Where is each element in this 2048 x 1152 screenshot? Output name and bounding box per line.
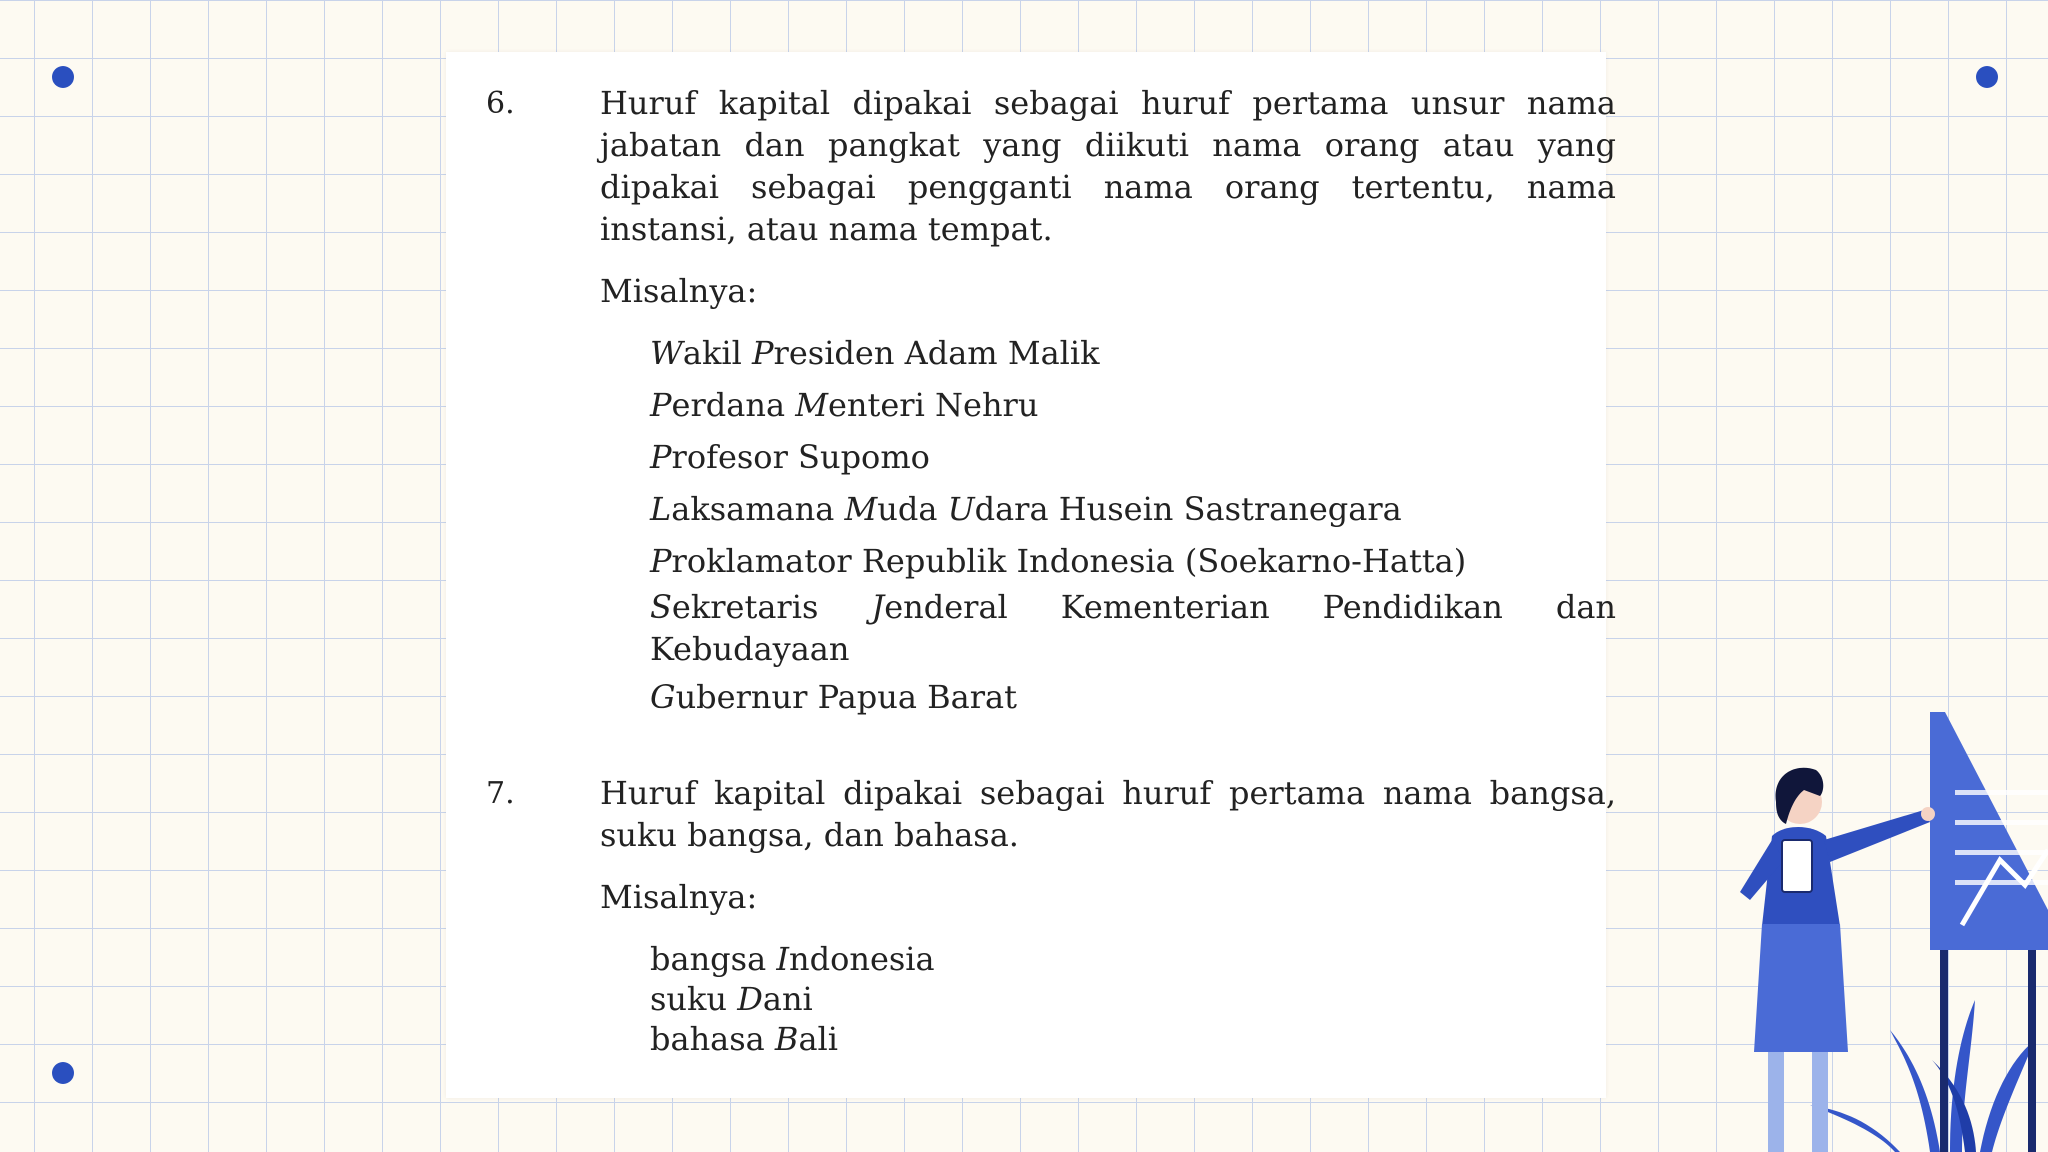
example-item: Perdana Menteri Nehru bbox=[650, 386, 1039, 424]
presentation-board bbox=[1930, 712, 2048, 950]
section-number: 6. bbox=[486, 86, 515, 121]
clipboard bbox=[1782, 840, 1812, 892]
document-page bbox=[446, 52, 1616, 1098]
example-item: Sekretaris Jenderal Kementerian Pendidikan dan Kebudayaan bbox=[650, 588, 1616, 668]
example-item: suku Dani bbox=[650, 980, 813, 1018]
presenter-skirt bbox=[1754, 924, 1848, 1052]
decor-dot-top-left bbox=[52, 66, 74, 88]
example-item: Wakil Presiden Adam Malik bbox=[650, 334, 1100, 372]
example-item: bahasa Bali bbox=[650, 1020, 838, 1058]
decor-dot-top-right bbox=[1976, 66, 1998, 88]
example-item: bangsa Indonesia bbox=[650, 940, 935, 978]
misalnya-label: Misalnya: bbox=[600, 878, 758, 916]
example-item: Gubernur Papua Barat bbox=[650, 678, 1017, 716]
presenter-illustration bbox=[1700, 700, 2048, 1152]
section-text: Huruf kapital dipakai sebagai huruf pertama nama bangsa, suku bangsa, dan bahasa. bbox=[600, 774, 1616, 854]
misalnya-label: Misalnya: bbox=[600, 272, 758, 310]
example-item: Proklamator Republik Indonesia (Soekarno-Hatta) bbox=[650, 542, 1467, 580]
example-item: Laksamana Muda Udara Husein Sastranegara bbox=[650, 490, 1402, 528]
decor-dot-bottom-left bbox=[52, 1062, 74, 1084]
section-number: 7. bbox=[486, 776, 515, 811]
section-text: Huruf kapital dipakai sebagai huruf pertama unsur nama jabatan dan pangkat yang diikuti nama orang atau yang dipakai sebagai pengganti nama orang tertentu, nama instansi, atau nama tempat. bbox=[600, 84, 1616, 248]
example-item: Profesor Supomo bbox=[650, 438, 930, 476]
